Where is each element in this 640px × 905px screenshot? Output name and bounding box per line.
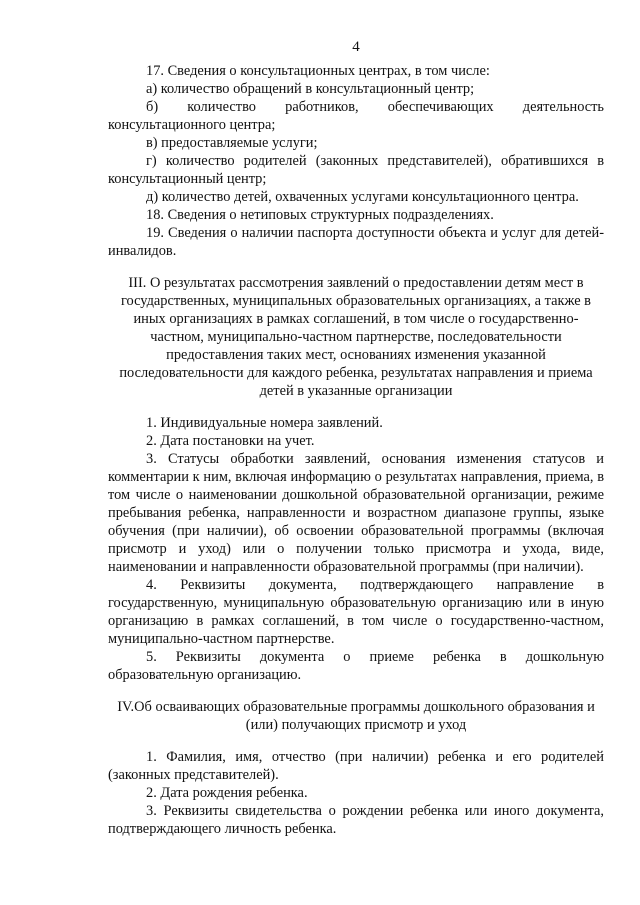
page-number: 4 [352,39,360,55]
section-4-item-2: 2. Дата рождения ребенка. [146,785,308,801]
item-17v: в) предоставляемые услуги; [146,135,318,151]
item-17g: г) количество родителей (законных представителей), обратившихся в консультационный центр; [108,153,604,187]
section-4-heading: IV.Об осваивающих образовательные программы дошкольного образования и (или) получающих присмотр и уход [117,699,595,733]
item-19: 19. Сведения о наличии паспорта доступности объекта и услуг для детей-инвалидов. [108,225,604,259]
item-17d: д) количество детей, охваченных услугами консультационного центра. [146,189,579,205]
item-18: 18. Сведения о нетиповых структурных подразделениях. [146,207,494,223]
section-3-item-5: 5. Реквизиты документа о приеме ребенка в дошкольную образовательную организацию. [108,649,604,683]
section-3-item-4: 4. Реквизиты документа, подтверждающего направление в государственную, муниципальную образовательную организацию или в иную организацию в рамках соглашений, в том числе о государственно-частном, муниципально-частном партнерстве. [108,577,604,647]
section-4-item-3: 3. Реквизиты свидетельства о рождении ребенка или иного документа, подтверждающего личность ребенка. [108,803,604,837]
section-3-heading: III. О результатах рассмотрения заявлений о предоставлении детям мест в государственных, муниципальных образовательных организациях, а также в иных организациях в рамках соглашений, в том числе о государственно-частном, муниципально-частном партнерстве, последовательности предоставления таких мест, основаниях изменения указанной последовательности для каждого ребенка, результатах направления и приема детей в указанные организации [119,275,593,399]
document-body [108,62,604,838]
item-17: 17. Сведения о консультационных центрах, в том числе: [146,63,490,79]
section-3-item-3: 3. Статусы обработки заявлений, основания изменения статусов и комментарии к ним, включая информацию о результатах направления, приема, в том числе о наименовании дошкольной образовательной организации, режиме пребывания ребенка, направленности и возрастном диапазоне группы, языке обучения (при наличии), об освоении образовательной программы (включая присмотр и уход) или о получении только присмотра и ухода, виде, наименовании и направленности образовательной программы (при наличии). [108,451,604,575]
section-4-item-1: 1. Фамилия, имя, отчество (при наличии) ребенка и его родителей (законных представителей). [108,749,604,783]
section-3-item-1: 1. Индивидуальные номера заявлений. [146,415,383,431]
item-17a: а) количество обращений в консультационный центр; [146,81,475,97]
item-17b: б) количество работников, обеспечивающих деятельность консультационного центра; [108,99,604,133]
section-3-item-2: 2. Дата постановки на учет. [146,433,315,449]
